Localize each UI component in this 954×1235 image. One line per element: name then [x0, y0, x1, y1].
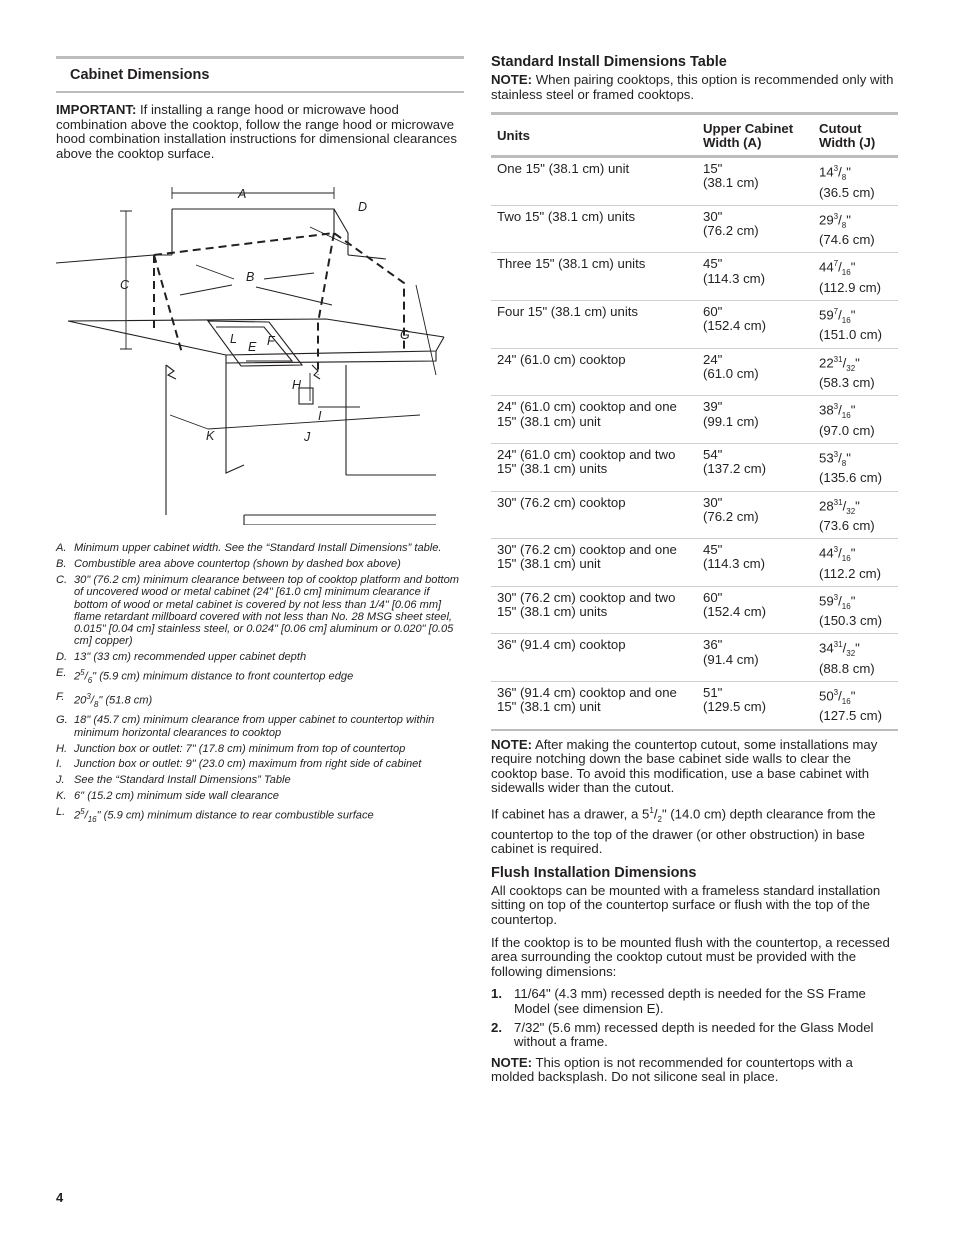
cell-upper-cabinet: 15" (38.1 cm): [697, 157, 813, 206]
cell-cutout: $29^3/_8$" (74.6 cm): [813, 205, 898, 253]
important-label: IMPORTANT:: [56, 102, 137, 117]
diagram-label-h: H: [292, 378, 302, 393]
drawer-break: [166, 365, 176, 379]
cell-units: Two 15" (38.1 cm) units: [491, 205, 697, 253]
diagram-label-a: A: [238, 187, 247, 202]
table-row: [491, 253, 898, 301]
table-row: [491, 586, 898, 634]
cell-upper-cabinet: 24" (61.0 cm): [697, 348, 813, 396]
cell-units: 30" (76.2 cm) cooktop: [491, 491, 697, 539]
standard-install-table: [491, 112, 898, 731]
cell-cutout: $44^3/_{16}$" (112.2 cm): [813, 539, 898, 587]
note-backsplash: NOTE: This option is not recommended for countertops with a molded backsplash. Do not silicone seal in place.: [491, 1054, 853, 1085]
col-header-units: Units: [491, 114, 697, 157]
flush-paragraph-1: All cooktops can be mounted with a frameless standard installation sitting on top of the countertop surface or flush with the top of the countertop.: [491, 882, 881, 928]
cell-upper-cabinet: 30" (76.2 cm): [697, 491, 813, 539]
right-column: [491, 54, 898, 1093]
cell-upper-cabinet: 45" (114.3 cm): [697, 253, 813, 301]
legend-item: H. Junction box or outlet: 7" (17.8 cm) minimum from top of countertop: [56, 742, 406, 755]
flush-paragraph-2: If the cooktop is to be mounted flush with the countertop, a recessed area surrounding the cooktop cutout must be provided with the following dimensions:: [491, 934, 890, 979]
junction-box: [299, 388, 313, 404]
table-row: [491, 396, 898, 444]
cell-units: 24" (61.0 cm) cooktop and one 15" (38.1 cm) unit: [491, 396, 697, 444]
cell-cutout: $53^3/_8$" (135.6 cm): [813, 443, 898, 491]
col-header-cutout: Cutout Width (J): [813, 114, 898, 157]
cell-units: Four 15" (38.1 cm) units: [491, 301, 697, 349]
cell-cutout: $44^7/_{16}$" (112.9 cm): [813, 253, 898, 301]
table-row: [491, 682, 898, 730]
col-header-upper-cabinet: Upper Cabinet Width (A): [697, 114, 813, 157]
cell-upper-cabinet: 60" (152.4 cm): [697, 301, 813, 349]
cell-cutout: $59^7/_{16}$" (151.0 cm): [813, 301, 898, 349]
diagram-label-j: J: [304, 430, 311, 445]
flush-install-heading: Flush Installation Dimensions: [491, 864, 697, 881]
standard-install-heading: Standard Install Dimensions Table: [491, 54, 727, 70]
left-column: [56, 56, 464, 829]
list-item: 2. 7/32" (5.6 mm) recessed depth is needed for the Glass Model without a frame.: [491, 1019, 874, 1050]
diagram-label-d: D: [358, 200, 368, 215]
drawer-paragraph: If cabinet has a drawer, a $5^1/_2$" (14.0 cm) depth clearance from the countertop to the top of the drawer (or other obstruction) in base cabinet is required.: [491, 806, 876, 857]
cell-upper-cabinet: 54" (137.2 cm): [697, 443, 813, 491]
cabinet-dimensions-heading: Cabinet Dimensions: [56, 56, 464, 93]
legend-item: A. Minimum upper cabinet width. See the “Standard Install Dimensions” table.: [56, 542, 442, 555]
cell-upper-cabinet: 60" (152.4 cm): [697, 586, 813, 634]
diagram-label-g: G: [400, 328, 410, 343]
important-text: If installing a range hood or microwave hood combination above the cooktop, follow the range hood or microwave hood combination installation instructions for dimensional clearances above the cooktop surface.: [56, 102, 457, 161]
dim-j-line: [208, 415, 420, 429]
legend-item: D. 13" (33 cm) recommended upper cabinet depth: [56, 651, 307, 664]
legend-item: G. 18" (45.7 cm) minimum clearance from upper cabinet to countertop within minimum horizontal clearances to cooktop: [56, 714, 435, 739]
cell-units: 24" (61.0 cm) cooktop: [491, 348, 697, 396]
cell-cutout: $59^3/_{16}$" (150.3 cm): [813, 586, 898, 634]
table-row: [491, 348, 898, 396]
cell-cutout: $34^{31}/_{32}$" (88.8 cm): [813, 634, 898, 682]
table-row: [491, 301, 898, 349]
wall-line-left: [56, 255, 154, 263]
cell-cutout: $22^{31}/_{32}$" (58.3 cm): [813, 348, 898, 396]
cell-upper-cabinet: 45" (114.3 cm): [697, 539, 813, 587]
cell-upper-cabinet: 51" (129.5 cm): [703, 685, 767, 715]
cell-upper-cabinet: 30" (76.2 cm): [697, 205, 813, 253]
table-row: [491, 157, 898, 206]
cabinet-diagram: [56, 175, 464, 525]
cell-cutout: $28^{31}/_{32}$" (73.6 cm): [813, 491, 898, 539]
legend-item: E. $2^5/_6$" (5.9 cm) minimum distance to front countertop edge: [56, 667, 354, 685]
base-cabinet-front: [226, 363, 244, 473]
cell-units: Three 15" (38.1 cm) units: [491, 253, 697, 301]
diagram-label-k: K: [206, 429, 215, 444]
upper-cabinet-outline: [154, 209, 348, 255]
cell-units: 24" (61.0 cm) cooktop and two 15" (38.1 cm) units: [491, 443, 697, 491]
cell-units: One 15" (38.1 cm) unit: [491, 157, 697, 206]
legend-item: J. See the “Standard Install Dimensions” Table: [56, 774, 291, 787]
table-header-row: [491, 114, 898, 157]
dim-b-line-4: [256, 287, 332, 305]
cell-units: 30" (76.2 cm) cooktop and two 15" (38.1 cm) units: [491, 586, 697, 634]
diagram-legend: [56, 542, 464, 826]
legend-item: C. 30" (76.2 cm) minimum clearance between top of cooktop platform and bottom of uncovered wood or metal cabinet (24" [61.0 cm] minimum clearance if bottom of wood or metal cabinet is covered by not less than 1/4" [0.06 mm] flame retardant millboard covered with not less than No. 28 MSG sheet steel, 0.015" [0.04 cm] stainless steel, or 0.024" [0.06 cm] aluminum or 0.020" [0.05 cm] copper): [56, 573, 460, 648]
flush-steps: [491, 987, 898, 1049]
important-paragraph: [56, 103, 464, 161]
page-number: 4: [56, 1190, 64, 1205]
table-row: [491, 539, 898, 587]
cell-upper-cabinet: 36" (91.4 cm): [697, 634, 813, 682]
dim-a-line: [172, 187, 334, 202]
table-row: [491, 443, 898, 491]
note-pairing: NOTE: When pairing cooktops, this option is recommended only with stainless steel or framed cooktops.: [491, 72, 894, 102]
legend-item: L. $2^5/_{16}$" (5.9 cm) minimum distance to rear combustible surface: [56, 805, 374, 824]
cell-units: 36" (91.4 cm) cooktop: [491, 634, 697, 682]
dim-b-line-2: [180, 285, 232, 295]
legend-item: F. $20^3/_8$" (51.8 cm): [56, 690, 153, 709]
diagram-label-c: C: [120, 278, 130, 293]
cell-units: 36" (91.4 cm) cooktop and one 15" (38.1 cm) unit: [497, 685, 677, 715]
diagram-label-e: E: [248, 340, 257, 355]
diagram-label-f: F: [267, 334, 275, 349]
cell-cutout: $50^3/_{16}$" (127.5 cm): [819, 688, 883, 724]
diagram-label-b: B: [246, 270, 255, 285]
legend-item: K. 6" (15.2 cm) minimum side wall clearance: [56, 789, 279, 802]
floor-line: [244, 515, 436, 525]
base-cabinet-right-side: [346, 365, 436, 475]
cell-upper-cabinet: 39" (99.1 cm): [697, 396, 813, 444]
legend-item: B. Combustible area above countertop (shown by dashed box above): [56, 558, 401, 571]
legend-item: I. Junction box or outlet: 9" (23.0 cm) maximum from right side of cabinet: [56, 758, 422, 771]
note-notching: NOTE: After making the countertop cutout, some installations may require notching down the base cabinet side walls to clear the cooktop base. To avoid this modification, use a base cabinet with sidewalls wider than the cutout.: [491, 736, 878, 796]
dim-k-line: [170, 415, 208, 429]
dim-b-line-1: [196, 265, 234, 279]
dim-b-line-3: [264, 273, 314, 279]
table-row: [491, 205, 898, 253]
diagram-label-l: L: [230, 332, 237, 347]
cell-units: 30" (76.2 cm) cooktop and one 15" (38.1 cm) unit: [491, 539, 697, 587]
table-row: [491, 634, 898, 682]
cell-cutout: $38^3/_{16}$" (97.0 cm): [813, 396, 898, 444]
list-item: 1. 11/64" (4.3 mm) recessed depth is needed for the SS Frame Model (see dimension E).: [491, 986, 866, 1017]
cell-cutout: $14^3/_8$" (36.5 cm): [813, 157, 898, 206]
table-row: [491, 491, 898, 539]
diagram-label-i: I: [318, 409, 322, 424]
